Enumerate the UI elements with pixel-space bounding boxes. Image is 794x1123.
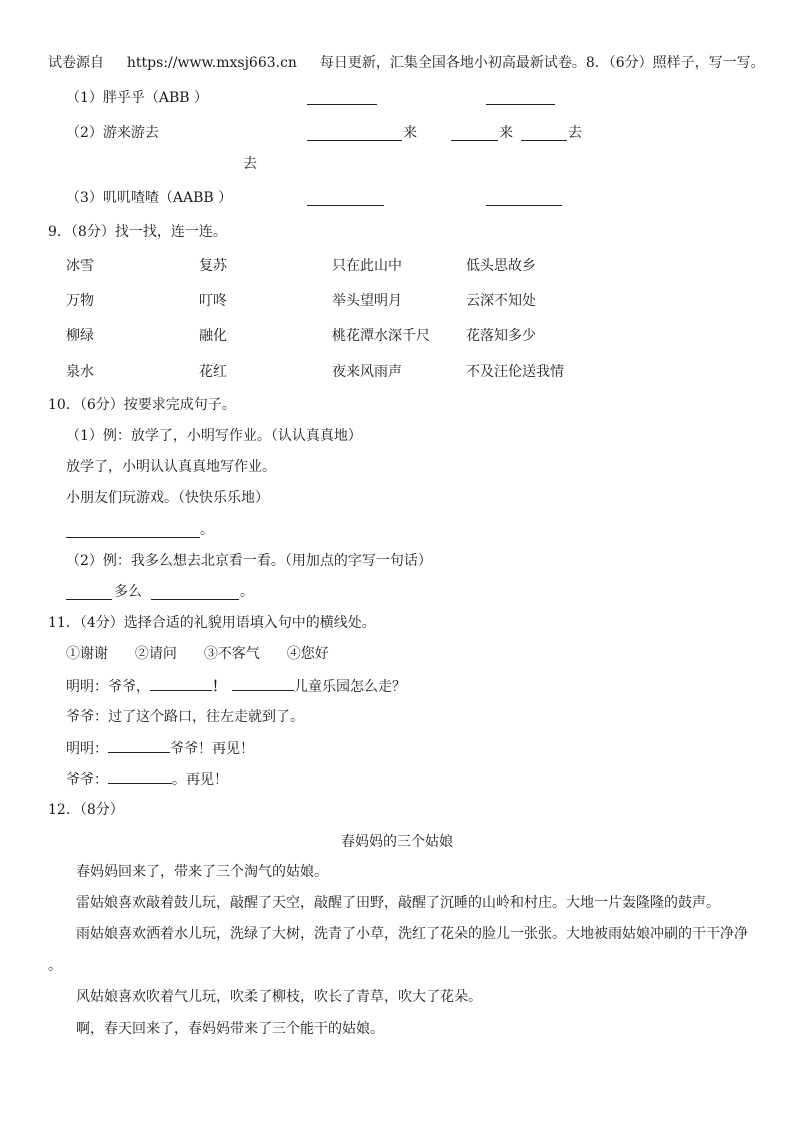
q10-task2-blank2[interactable] <box>151 598 239 600</box>
q9-col1-item[interactable]: 柳绿 <box>66 328 94 344</box>
q11-line1-text-c: 儿童乐园怎么走？ <box>294 679 406 695</box>
q11-line3-blank[interactable] <box>108 738 170 753</box>
header-prefix: 试卷源自 <box>48 55 104 71</box>
q11-option[interactable]: ①谢谢 <box>66 646 108 662</box>
q11-line1-blank1[interactable] <box>150 676 212 691</box>
q10-task2-end: 。 <box>240 584 254 600</box>
q11-line1-text-a: 明明：爷爷， <box>66 679 150 695</box>
q12-paragraph-3: 雨姑娘喜欢洒着水儿玩，洗绿了大树，洗青了小草，洗红了花朵的脸儿一张张。大地被雨姑娘冲刷的干干净净 <box>76 926 748 942</box>
q10-task1: 小朋友们玩游戏。（快快乐乐地） <box>66 490 269 506</box>
q9-col2-item[interactable]: 叮咚 <box>199 293 227 309</box>
q8-item1-blank1[interactable] <box>307 103 377 105</box>
q9-col3-item[interactable]: 举头望明月 <box>332 293 402 309</box>
q8-title: 8．（6分）照样子，写一写。 <box>585 55 765 71</box>
q11-line1-blank2[interactable] <box>232 676 294 691</box>
q12-paragraph-5: 啊，春天回来了，春妈妈带来了三个能干的姑娘。 <box>76 1021 384 1037</box>
q11-dialog-line4 <box>66 769 228 790</box>
q12-paragraph-3-end: 。 <box>48 958 62 974</box>
q9-col2-item[interactable]: 复苏 <box>199 258 227 274</box>
q8-item2-blank3[interactable] <box>521 139 567 141</box>
q12-paragraph-4: 风姑娘喜欢吹着气儿玩，吹柔了柳枝，吹长了青草，吹大了花朵。 <box>76 989 482 1005</box>
q11-line1-text-b: ！ <box>212 679 226 695</box>
q8-item3: （3）叽叽喳喳（AABB ） <box>66 190 233 206</box>
q8-item2-blank2[interactable] <box>451 139 498 141</box>
q9-col4-item[interactable]: 低头思故乡 <box>466 258 536 274</box>
q8-item3-blank1[interactable] <box>307 204 384 206</box>
q10-title: 10．（6分）按要求完成句子。 <box>48 397 236 413</box>
q10-example2: （2）例：我多么想去北京看一看。（用加点的字写一句话） <box>66 553 432 569</box>
q8-item3-blank2[interactable] <box>486 204 562 206</box>
q9-col3-item[interactable]: 夜来风雨声 <box>332 364 402 380</box>
q10-task2-blank1[interactable] <box>66 598 112 600</box>
header-notice: 每日更新，汇集全国各地小初高最新试卷。 <box>319 55 586 71</box>
q11-line3-text-b: 爷爷！再见！ <box>170 741 254 757</box>
q8-item2: （2）游来游去 <box>66 125 159 141</box>
q11-option[interactable]: ④您好 <box>286 646 329 662</box>
q8-item2-lai1: 来 <box>403 125 417 141</box>
q9-col4-item[interactable]: 不及汪伦送我情 <box>466 364 564 380</box>
q10-duome: 多么 <box>114 584 142 600</box>
q11-dialog-line2: 爷爷：过了这个路口，往左走就到了。 <box>66 709 304 725</box>
q9-col4-item[interactable]: 云深不知处 <box>466 293 536 309</box>
header-url[interactable]: https://www.mxsj663.cn <box>126 55 297 71</box>
q11-line3-text-a: 明明： <box>66 741 108 757</box>
q9-col1-item[interactable]: 万物 <box>66 293 94 309</box>
q10-task1-end: 。 <box>200 522 214 538</box>
q11-dialog-line3 <box>66 738 254 759</box>
q8-item1: （1）胖乎乎（ABB ） <box>66 90 209 106</box>
q9-col1-item[interactable]: 冰雪 <box>66 258 94 274</box>
q10-example1: （1）例：放学了，小明写作业。（认认真真地） <box>66 428 362 444</box>
q11-line4-text-b: 。再见！ <box>172 772 228 788</box>
q11-line4-blank[interactable] <box>108 769 172 784</box>
q11-option[interactable]: ②请问 <box>134 646 177 662</box>
q11-options <box>66 644 329 664</box>
q10-example1-answer: 放学了，小明认认真真地写作业。 <box>66 459 276 475</box>
q8-item2-qu1: 去 <box>568 125 582 141</box>
q12-title: 12．（8分） <box>48 802 124 818</box>
q9-col2-item[interactable]: 融化 <box>199 328 227 344</box>
q12-paragraph-2: 雷姑娘喜欢敲着鼓儿玩，敲醒了天空，敲醒了田野，敲醒了沉睡的山岭和村庄。大地一片轰隆隆的鼓声。 <box>76 895 720 911</box>
q10-task1-answer-blank[interactable] <box>66 536 200 538</box>
q9-col3-item[interactable]: 桃花潭水深千尺 <box>332 328 430 344</box>
q8-item2-qu2: 去 <box>243 156 257 172</box>
q9-col1-item[interactable]: 泉水 <box>66 364 94 380</box>
q11-option[interactable]: ③不客气 <box>203 646 260 662</box>
q9-title: 9．（8分）找一找，连一连。 <box>48 224 227 240</box>
q11-line4-text-a: 爷爷： <box>66 772 108 788</box>
q11-title: 11．（4分）选择合适的礼貌用语填入句中的横线处。 <box>48 615 376 631</box>
q9-col2-item[interactable]: 花红 <box>199 364 227 380</box>
q12-passage-title: 春妈妈的三个姑娘 <box>341 834 453 850</box>
q8-item2-blank1[interactable] <box>307 139 402 141</box>
header-line <box>48 53 765 73</box>
q12-paragraph-1: 春妈妈回来了，带来了三个淘气的姑娘。 <box>76 864 328 880</box>
q9-col3-item[interactable]: 只在此山中 <box>332 258 402 274</box>
q11-dialog-line1 <box>66 676 406 697</box>
q8-item1-blank2[interactable] <box>486 103 555 105</box>
q8-item2-lai2: 来 <box>499 125 513 141</box>
q9-col4-item[interactable]: 花落知多少 <box>466 328 536 344</box>
